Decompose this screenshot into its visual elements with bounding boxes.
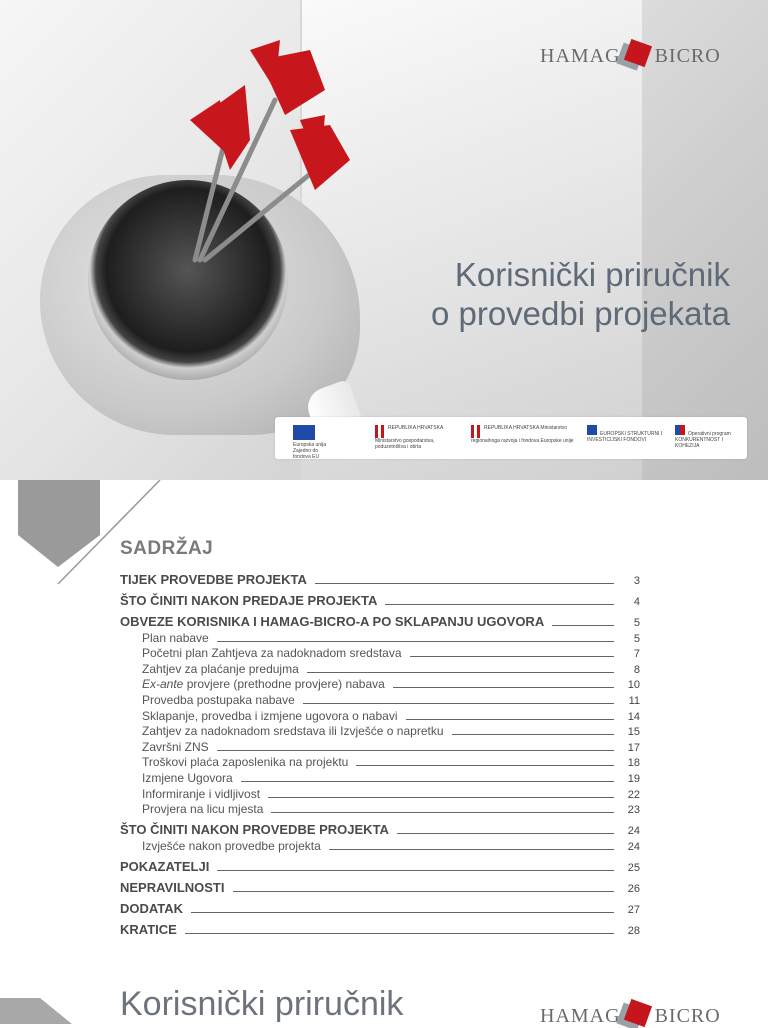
toc-subentry[interactable] <box>120 785 640 801</box>
toc-entry-page: 26 <box>627 882 640 895</box>
eu-flag-icon <box>293 425 315 440</box>
logo-left-text: HAMAG <box>540 45 621 67</box>
darts-icon <box>150 30 370 280</box>
toc-entry-page: 17 <box>627 741 640 754</box>
toc-entry[interactable] <box>120 587 640 608</box>
toc-entry-page: 27 <box>627 903 640 916</box>
ministry-regional-logo <box>471 425 581 444</box>
toc-entry-page: 28 <box>627 924 640 937</box>
toc-subentry[interactable] <box>120 676 640 692</box>
toc-entry-label: Izvješće nakon provedbe projekta <box>142 838 321 853</box>
toc-entry-page: 24 <box>627 825 640 838</box>
next-page-title: Korisnički priručnik <box>120 985 404 1023</box>
toc-entry-page: 4 <box>633 596 640 608</box>
logo-left-text: HAMAG <box>540 1005 621 1027</box>
toc-entry-label-italic: Ex-ante <box>142 677 184 692</box>
op-icon <box>675 425 685 435</box>
ministry-regional-text: REPUBLIKA HRVATSKA Ministarstvo regionalnoga razvoja i fondova Europske unije <box>471 425 574 444</box>
toc-entry-label: Sklapanje, provedba i izmjene ugovora o nabavi <box>142 708 398 723</box>
toc-subentry[interactable] <box>120 691 640 707</box>
toc-entry-label: POKAZATELJI <box>120 858 210 874</box>
toc-entry-label: Izmjene Ugovora <box>142 770 233 785</box>
toc-entry-label: Provjera na licu mjesta <box>142 802 264 817</box>
toc-entry-label: Informiranje i vidljivost <box>142 786 261 801</box>
toc-subentry[interactable] <box>120 723 640 739</box>
toc-entry-page: 15 <box>627 726 640 739</box>
hamag-bicro-logo <box>540 42 721 68</box>
toc-entry-label: DODATAK <box>120 900 184 916</box>
croatia-crest-icon <box>471 425 481 438</box>
toc-entry-page: 22 <box>627 788 640 801</box>
toc-subentry[interactable] <box>120 707 640 723</box>
toc-subentry[interactable] <box>120 837 640 853</box>
toc-entry-label: NEPRAVILNOSTI <box>120 879 225 895</box>
hamag-bicro-logo-bottom <box>540 1002 721 1028</box>
toc-entry-page: 5 <box>633 617 640 629</box>
toc-entry-page: 3 <box>633 575 640 587</box>
croatia-crest-icon <box>375 425 385 438</box>
op-logo <box>675 425 741 449</box>
toc-entry-label: ŠTO ČINITI NAKON PROVEDBE PROJEKTA <box>120 822 389 838</box>
cover-title-line2: o provedbi projekata <box>430 295 730 332</box>
logo-right-text: BICRO <box>654 1005 721 1027</box>
toc-entry-label: Plan nabave <box>142 630 209 645</box>
logo-right-text: BICRO <box>654 45 721 67</box>
toc-entry[interactable] <box>120 816 640 837</box>
funding-logo-bar <box>275 417 747 459</box>
toc-entry-page: 24 <box>627 840 640 853</box>
cover-title-line1: Korisnički priručnik <box>454 256 730 293</box>
toc-entry-page: 25 <box>627 861 640 874</box>
toc-entry-page: 11 <box>628 694 640 707</box>
toc-subentry[interactable] <box>120 660 640 676</box>
table-of-contents <box>120 566 640 937</box>
toc-entry-page: 19 <box>627 772 640 785</box>
cover-title <box>431 255 730 333</box>
toc-heading: SADRŽAJ <box>120 538 214 559</box>
toc-entry-label: KRATICE <box>120 921 177 937</box>
op-text: Operativni program KONKURENTNOST I KOHEZIJA <box>675 431 731 449</box>
toc-entry[interactable] <box>120 566 640 587</box>
ministry-economy-logo <box>375 425 465 450</box>
toc-entry[interactable] <box>120 874 640 895</box>
toc-entry-page: 23 <box>627 804 640 817</box>
toc-entry-label: Troškovi plaća zaposlenika na projektu <box>142 755 349 770</box>
toc-entry[interactable] <box>120 853 640 874</box>
logo-cube-icon <box>623 39 651 67</box>
toc-subentry[interactable] <box>120 769 640 785</box>
chevron-decoration-bottom <box>0 990 80 1024</box>
toc-entry-page: 8 <box>633 663 640 676</box>
toc-entry-label: OBVEZE KORISNIKA I HAMAG-BICRO-A PO SKLAPANJU UGOVORA <box>120 614 545 629</box>
toc-entry-label: Završni ZNS <box>142 739 209 754</box>
toc-subentry[interactable] <box>120 738 640 754</box>
cover-image <box>0 0 768 480</box>
toc-subentry[interactable] <box>120 629 640 645</box>
toc-entry-label: Početni plan Zahtjeva za nadoknadom sredstava <box>142 646 402 661</box>
toc-entry-page: 7 <box>633 648 640 661</box>
toc-entry-page: 10 <box>627 679 640 692</box>
toc-entry-label: Zahtjev za plaćanje predujma <box>142 661 299 676</box>
toc-entry[interactable] <box>120 895 640 916</box>
toc-subentry[interactable] <box>120 801 640 817</box>
eu-logo <box>293 425 333 460</box>
ministry-economy-text: REPUBLIKA HRVATSKA Ministarstvo gospodarstva, poduzetništva i obrta <box>375 425 444 450</box>
toc-entry-label: provjere (prethodne provjere) nabava <box>183 677 385 692</box>
toc-entry[interactable] <box>120 916 640 937</box>
toc-entry-label: ŠTO ČINITI NAKON PREDAJE PROJEKTA <box>120 593 378 608</box>
toc-entry-page: 5 <box>633 632 640 645</box>
esif-text: EUROPSKI STRUKTURNI I INVESTICIJSKI FONDOVI <box>587 431 663 443</box>
eu-caption: Europska unija Zajedno do fondova EU <box>293 442 327 460</box>
esif-logo <box>587 425 667 443</box>
logo-cube-icon <box>623 999 651 1027</box>
toc-subentry[interactable] <box>120 754 640 770</box>
toc-entry-page: 14 <box>627 710 640 723</box>
toc-entry[interactable] <box>120 608 640 629</box>
toc-entry-label: TIJEK PROVEDBE PROJEKTA <box>120 572 307 587</box>
esif-icon <box>587 425 597 435</box>
toc-subentry[interactable] <box>120 645 640 661</box>
toc-entry-page: 18 <box>627 757 640 770</box>
toc-entry-label: Zahtjev za nadoknadom sredstava ili Izvješće o napretku <box>142 724 444 739</box>
toc-entry-label: Provedba postupaka nabave <box>142 692 295 707</box>
